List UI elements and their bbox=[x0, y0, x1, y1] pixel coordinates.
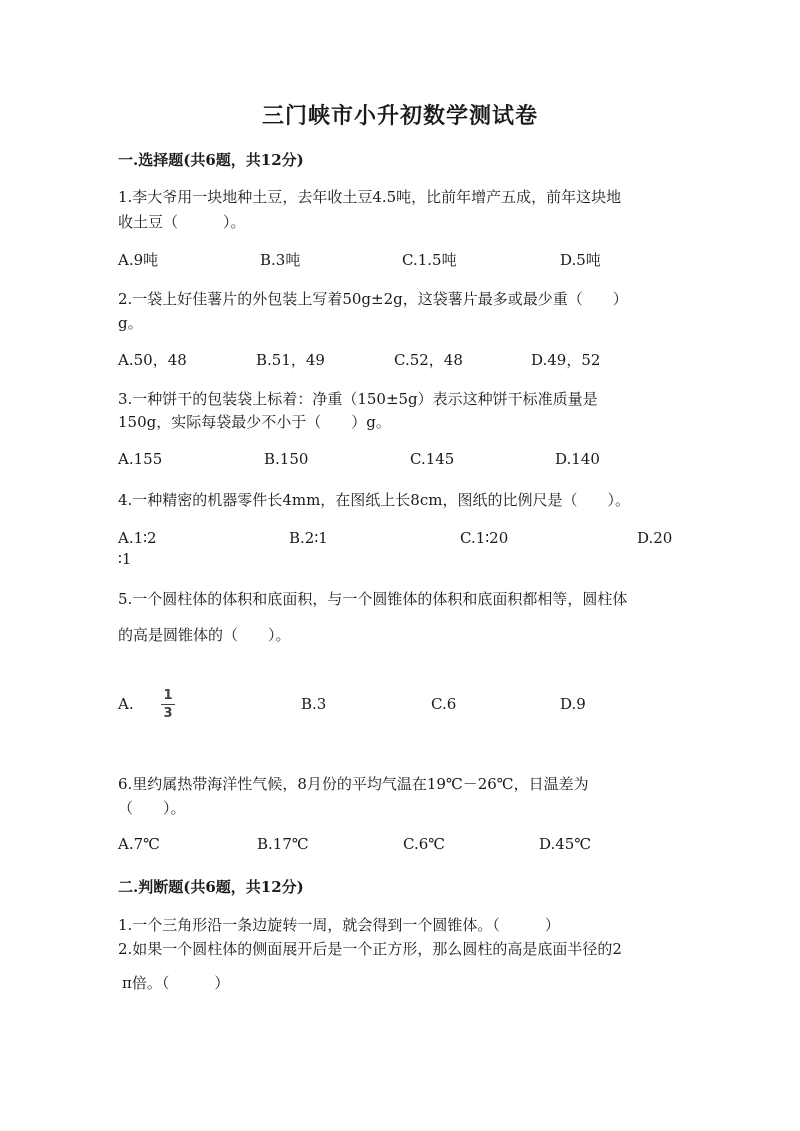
judgement-1-line-1: 1.一个三角形沿一条边旋转一周，就会得到一个圆锥体。（ ） bbox=[118, 916, 560, 934]
question-6-option-a: A.7℃ bbox=[118, 835, 160, 853]
question-3-option-c: C.145 bbox=[410, 450, 455, 468]
question-6-option-d: D.45℃ bbox=[539, 835, 592, 853]
question-6-option-c: C.6℃ bbox=[403, 835, 446, 853]
question-3-line-2: 150g，实际每袋最少不小于（ ）g。 bbox=[118, 413, 391, 431]
judgement-2-line-2: π倍。（ ） bbox=[122, 974, 230, 992]
judgement-2-line-1: 2.如果一个圆柱体的侧面展开后是一个正方形，那么圆柱的高是底面半径的2 bbox=[118, 940, 622, 958]
question-2-option-c: C.52，48 bbox=[394, 351, 463, 369]
question-1-option-c: C.1.5吨 bbox=[402, 251, 457, 269]
page-title: 三门峡市小升初数学测试卷 bbox=[261, 103, 538, 129]
question-2-option-d: D.49，52 bbox=[531, 351, 601, 369]
question-4-option-d-wrap: ∶1 bbox=[118, 550, 132, 568]
question-6-option-b: B.17℃ bbox=[257, 835, 309, 853]
question-5-fraction bbox=[161, 688, 175, 721]
fraction-bar bbox=[161, 704, 175, 705]
question-1-option-b: B.3吨 bbox=[260, 251, 301, 269]
question-5-option-a: A. bbox=[118, 695, 134, 713]
question-4-option-b: B.2∶1 bbox=[289, 529, 328, 547]
question-6-line-1: 6.里约属热带海洋性气候，8月份的平均气温在19℃－26℃，日温差为 bbox=[118, 775, 589, 793]
section-heading-judgement: 二.判断题(共6题，共12分) bbox=[118, 878, 304, 896]
question-1-line-1: 1.李大爷用一块地种土豆，去年收土豆4.5吨，比前年增产五成，前年这块地 bbox=[118, 188, 622, 206]
question-5-option-b: B.3 bbox=[301, 695, 327, 713]
question-5-option-c: C.6 bbox=[431, 695, 457, 713]
question-5-option-d: D.9 bbox=[560, 695, 586, 713]
question-4-line-1: 4.一种精密的机器零件长4mm，在图纸上长8cm，图纸的比例尺是（ ）。 bbox=[118, 491, 630, 509]
question-3-option-d: D.140 bbox=[555, 450, 600, 468]
question-4-option-d: D.20 bbox=[637, 529, 673, 547]
question-1-option-d: D.5吨 bbox=[560, 251, 601, 269]
question-4-option-a: A.1∶2 bbox=[118, 529, 157, 547]
question-3-option-b: B.150 bbox=[264, 450, 309, 468]
question-6-line-2: （ ）。 bbox=[118, 799, 186, 817]
question-5-line-2: 的高是圆锥体的（ ）。 bbox=[118, 626, 291, 644]
question-2-line-2: g。 bbox=[118, 314, 143, 332]
question-5-line-1: 5.一个圆柱体的体积和底面积，与一个圆锥体的体积和底面积都相等，圆柱体 bbox=[118, 590, 628, 608]
question-3-line-1: 3.一种饼干的包装袋上标着：净重（150±5g）表示这种饼干标准质量是 bbox=[118, 390, 598, 408]
question-1-line-2: 收土豆（ ）。 bbox=[118, 213, 246, 231]
question-2-option-b: B.51，49 bbox=[256, 351, 325, 369]
question-2-line-1: 2.一袋上好佳薯片的外包装上写着50g±2g，这袋薯片最多或最少重（ ） bbox=[118, 290, 628, 308]
question-2-option-a: A.50，48 bbox=[118, 351, 187, 369]
fraction-numerator: 1 bbox=[163, 688, 173, 703]
question-3-option-a: A.155 bbox=[118, 450, 163, 468]
question-4-option-c: C.1∶20 bbox=[460, 529, 509, 547]
fraction-denominator: 3 bbox=[163, 706, 173, 721]
question-1-option-a: A.9吨 bbox=[118, 251, 159, 269]
section-heading-choice: 一.选择题(共6题，共12分) bbox=[118, 151, 304, 169]
